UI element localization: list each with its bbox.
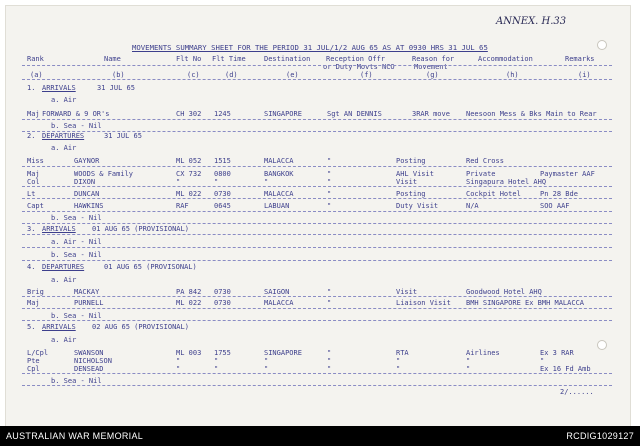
air-subhead: a. Air - Nil bbox=[51, 238, 102, 246]
section-number: 1. bbox=[27, 84, 36, 92]
row-name: DENSEAD bbox=[74, 365, 104, 373]
row-destination: MALACCA bbox=[264, 157, 294, 165]
row-reason: Liaison Visit bbox=[396, 299, 451, 307]
divider bbox=[22, 79, 612, 80]
row-reception: " bbox=[327, 365, 332, 373]
row-remarks: Pn 28 Bde bbox=[540, 190, 578, 198]
sheet-title: MOVEMENTS SUMMARY SHEET FOR THE PERIOD 31 JUL/1/2 AUG 65 AS AT 0930 HRS 31 JUL 65 bbox=[132, 43, 488, 52]
divider bbox=[22, 320, 612, 321]
divider bbox=[22, 211, 612, 212]
section-title: ARRIVALS bbox=[42, 84, 76, 92]
col-letter: (d) bbox=[225, 71, 238, 79]
row-reason: Visit bbox=[396, 288, 418, 296]
divider bbox=[22, 234, 612, 235]
row-time: 0645 bbox=[214, 202, 231, 210]
row-name: FORWARD & 9 OR's bbox=[42, 110, 110, 118]
row-accommodation: Cockpit Hotel bbox=[466, 190, 521, 198]
row-time: 1755 bbox=[214, 349, 231, 357]
divider bbox=[22, 198, 612, 199]
row-time: 1515 bbox=[214, 157, 231, 165]
sea-subhead: b. Sea - Nil bbox=[51, 377, 102, 385]
section-title: DEPARTURES bbox=[42, 132, 85, 140]
row-accommodation: " bbox=[466, 357, 471, 365]
row-flight: " bbox=[176, 178, 181, 186]
row-time: " bbox=[214, 357, 219, 365]
row-rank: Col bbox=[27, 178, 40, 186]
header-reception-2: or Duty Movts NCO bbox=[323, 63, 395, 71]
row-rank: Pte bbox=[27, 357, 40, 365]
row-flight: CH 302 bbox=[176, 110, 202, 118]
row-destination: LABUAN bbox=[264, 202, 290, 210]
row-reason: 3RAR move bbox=[412, 110, 450, 118]
row-name: PURNELL bbox=[74, 299, 104, 307]
row-flight: CX 732 bbox=[176, 170, 202, 178]
row-reception: " bbox=[327, 170, 332, 178]
row-destination: BANGKOK bbox=[264, 170, 294, 178]
air-subhead: a. Air bbox=[51, 336, 77, 344]
section-date: 31 JUL 65 bbox=[97, 84, 135, 92]
section-date: 31 JUL 65 bbox=[104, 132, 142, 140]
row-name: DIXON bbox=[74, 178, 96, 186]
row-flight: " bbox=[176, 357, 181, 365]
header-rank: Rank bbox=[27, 55, 44, 63]
row-name: GAYNOR bbox=[74, 157, 100, 165]
row-name: WOODS & Family bbox=[74, 170, 134, 178]
divider bbox=[22, 186, 612, 187]
col-letter: (e) bbox=[286, 71, 299, 79]
row-destination: MALACCA bbox=[264, 299, 294, 307]
row-accommodation: N/A bbox=[466, 202, 479, 210]
divider bbox=[22, 166, 612, 167]
row-accommodation: Goodwood Hotel AHQ bbox=[466, 288, 542, 296]
row-name: SWANSON bbox=[74, 349, 104, 357]
divider bbox=[22, 296, 612, 297]
footer-record-id: RCDIG1029127 bbox=[566, 431, 634, 441]
row-destination: " bbox=[264, 365, 269, 373]
row-destination: " bbox=[264, 178, 269, 186]
row-flight: " bbox=[176, 365, 181, 373]
row-reception: " bbox=[327, 288, 332, 296]
row-rank: Capt bbox=[27, 202, 44, 210]
row-time: 1245 bbox=[214, 110, 231, 118]
row-time: 0730 bbox=[214, 299, 231, 307]
row-rank: L/Cpl bbox=[27, 349, 49, 357]
sea-subhead: b. Sea - Nil bbox=[51, 122, 102, 130]
header-remarks: Remarks bbox=[565, 55, 595, 63]
row-accommodation: Red Cross bbox=[466, 157, 504, 165]
row-accommodation: Singapura Hotel AHQ bbox=[466, 178, 547, 186]
section-title: ARRIVALS bbox=[42, 323, 76, 331]
row-accommodation: Neesoon Mess & Bks Main to Rear bbox=[466, 110, 597, 118]
row-accommodation: Airlines bbox=[466, 349, 500, 357]
page-continuation: 2/...... bbox=[560, 388, 594, 396]
col-letter: (a) bbox=[30, 71, 43, 79]
row-reception: " bbox=[327, 349, 332, 357]
row-reception: " bbox=[327, 157, 332, 165]
annex-annotation: ANNEX. H.33 bbox=[496, 16, 567, 27]
row-reason: " bbox=[396, 357, 401, 365]
row-name: MACKAY bbox=[74, 288, 100, 296]
header-reason-2: Movement bbox=[414, 63, 448, 71]
row-destination: SAIGON bbox=[264, 288, 290, 296]
sea-subhead: b. Sea - Nil bbox=[51, 312, 102, 320]
divider bbox=[22, 223, 612, 224]
air-subhead: a. Air bbox=[51, 276, 77, 284]
punch-hole bbox=[597, 40, 607, 50]
row-flight: ML 022 bbox=[176, 190, 202, 198]
row-flight: ML 022 bbox=[176, 299, 202, 307]
row-destination: " bbox=[264, 357, 269, 365]
air-subhead: a. Air bbox=[51, 96, 77, 104]
section-date: 01 AUG 65 (PROVISONAL) bbox=[104, 263, 197, 271]
row-reception: " bbox=[327, 357, 332, 365]
section-number: 5. bbox=[27, 323, 36, 331]
col-letter: (f) bbox=[360, 71, 373, 79]
row-reason: Visit bbox=[396, 178, 418, 186]
row-accommodation: BMH SINGAPORE Ex BMH MALACCA bbox=[466, 299, 585, 307]
col-letter: (g) bbox=[426, 71, 439, 79]
footer-archive-name: AUSTRALIAN WAR MEMORIAL bbox=[6, 431, 144, 441]
row-accommodation: Private bbox=[466, 170, 496, 178]
divider bbox=[22, 247, 612, 248]
row-rank: Maj bbox=[27, 299, 40, 307]
punch-hole bbox=[597, 340, 607, 350]
section-number: 3. bbox=[27, 225, 36, 233]
row-reception: " bbox=[327, 178, 332, 186]
row-reason: " bbox=[396, 365, 401, 373]
archive-footer bbox=[0, 426, 640, 446]
row-reception: " bbox=[327, 190, 332, 198]
row-remarks: " bbox=[540, 357, 545, 365]
row-reception: " bbox=[327, 202, 332, 210]
sea-subhead: b. Sea - Nil bbox=[51, 214, 102, 222]
divider bbox=[22, 373, 612, 374]
section-title: DEPARTURES bbox=[42, 263, 85, 271]
row-reception: " bbox=[327, 299, 332, 307]
header-accommodation: Accommodation bbox=[478, 55, 533, 63]
header-reason: Reason for bbox=[412, 55, 455, 63]
col-letter: (h) bbox=[506, 71, 519, 79]
row-time: 0730 bbox=[214, 288, 231, 296]
row-flight: PA 842 bbox=[176, 288, 202, 296]
air-subhead: a. Air bbox=[51, 144, 77, 152]
row-time: 0730 bbox=[214, 190, 231, 198]
header-flt-no: Flt No bbox=[176, 55, 202, 63]
section-date: 02 AUG 65 (PROVISIONAL) bbox=[92, 323, 189, 331]
row-remarks: SOO AAF bbox=[540, 202, 570, 210]
row-reason: Posting bbox=[396, 190, 426, 198]
row-reason: Posting bbox=[396, 157, 426, 165]
row-flight: RAF bbox=[176, 202, 189, 210]
divider bbox=[22, 119, 612, 120]
header-destination: Destination bbox=[264, 55, 311, 63]
row-reason: RTA bbox=[396, 349, 409, 357]
row-remarks: Ex 3 RAR bbox=[540, 349, 574, 357]
row-rank: Maj bbox=[27, 110, 40, 118]
divider bbox=[22, 65, 612, 66]
row-destination: MALACCA bbox=[264, 190, 294, 198]
row-reception: Sgt AN DENNIS bbox=[327, 110, 382, 118]
row-name: NICHOLSON bbox=[74, 357, 112, 365]
row-flight: ML 003 bbox=[176, 349, 202, 357]
sea-subhead: b. Sea - Nil bbox=[51, 251, 102, 259]
header-name: Name bbox=[104, 55, 121, 63]
section-number: 2. bbox=[27, 132, 36, 140]
row-rank: Brig bbox=[27, 288, 44, 296]
row-remarks: Ex 16 Fd Amb bbox=[540, 365, 591, 373]
header-flt-time: Flt Time bbox=[212, 55, 246, 63]
row-reason: Duty Visit bbox=[396, 202, 439, 210]
row-time: 0800 bbox=[214, 170, 231, 178]
row-reason: AHL Visit bbox=[396, 170, 434, 178]
row-rank: Miss bbox=[27, 157, 44, 165]
divider bbox=[22, 308, 612, 309]
row-rank: Maj bbox=[27, 170, 40, 178]
row-rank: Lt bbox=[27, 190, 36, 198]
row-time: " bbox=[214, 178, 219, 186]
row-flight: ML 052 bbox=[176, 157, 202, 165]
divider bbox=[22, 385, 612, 386]
section-title: ARRIVALS bbox=[42, 225, 76, 233]
row-name: DUNCAN bbox=[74, 190, 100, 198]
row-destination: SINGAPORE bbox=[264, 349, 302, 357]
col-letter: (i) bbox=[578, 71, 591, 79]
divider bbox=[22, 260, 612, 261]
row-rank: Cpl bbox=[27, 365, 40, 373]
section-date: 01 AUG 65 (PROVISIONAL) bbox=[92, 225, 189, 233]
col-letter: (b) bbox=[112, 71, 125, 79]
row-time: " bbox=[214, 365, 219, 373]
col-letter: (c) bbox=[187, 71, 200, 79]
header-reception: Reception Offr bbox=[326, 55, 386, 63]
row-destination: SINGAPORE bbox=[264, 110, 302, 118]
row-remarks: Paymaster AAF bbox=[540, 170, 595, 178]
row-accommodation: " bbox=[466, 365, 471, 373]
row-name: HAWKINS bbox=[74, 202, 104, 210]
section-number: 4. bbox=[27, 263, 36, 271]
